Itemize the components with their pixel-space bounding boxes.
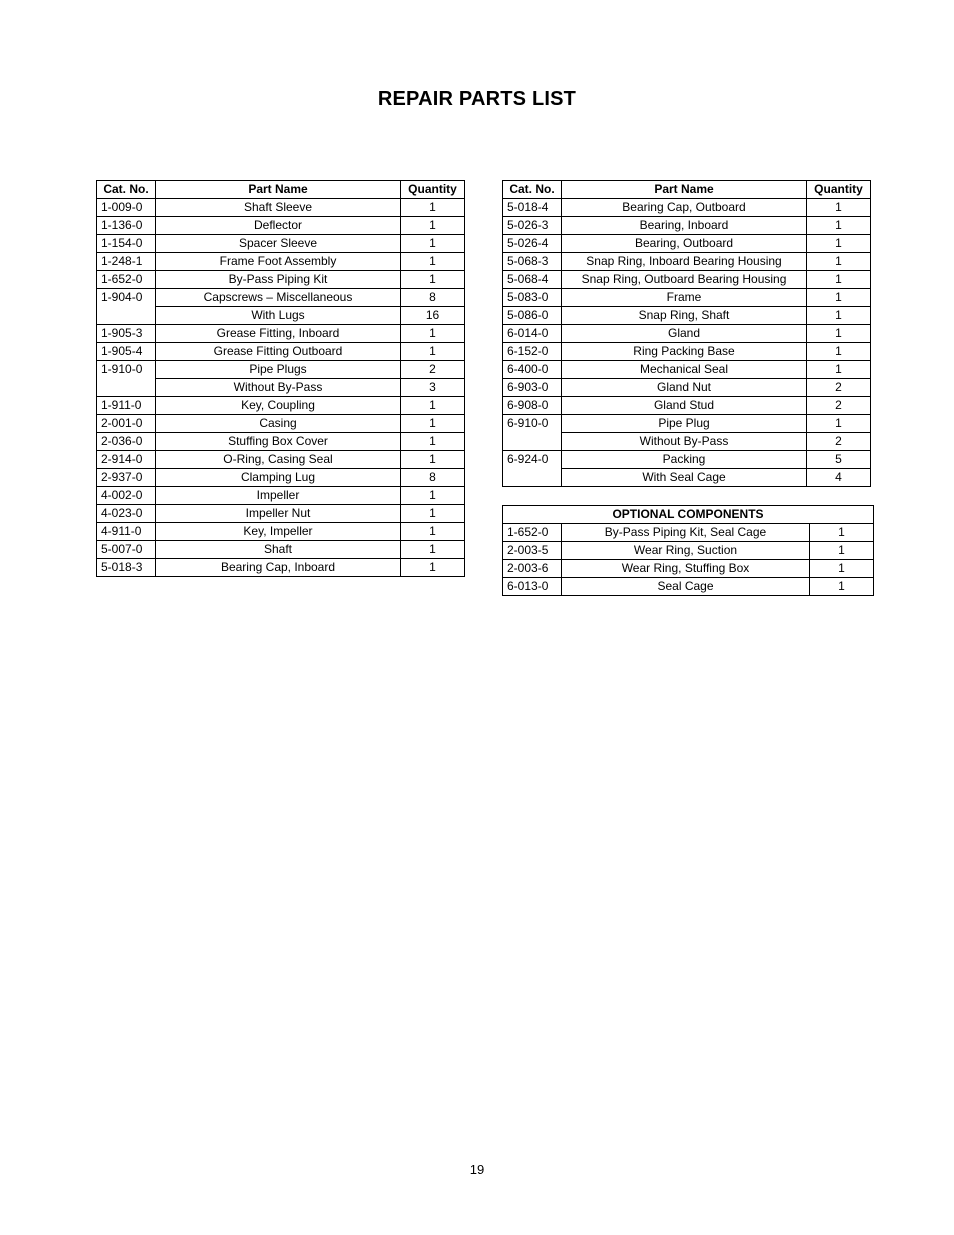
part-name-cell: With Seal Cage xyxy=(562,469,807,487)
header-cat-no: Cat. No. xyxy=(503,181,562,199)
cat-no-cell: 1-136-0 xyxy=(97,217,156,235)
header-quantity: Quantity xyxy=(807,181,871,199)
part-name-cell: Spacer Sleeve xyxy=(156,235,401,253)
table-row xyxy=(97,559,465,577)
cat-no-cell: 1-009-0 xyxy=(97,199,156,217)
cat-no-cell: 6-152-0 xyxy=(503,343,562,361)
cat-no-cell: 1-248-1 xyxy=(97,253,156,271)
quantity-cell: 1 xyxy=(401,397,465,415)
table-row xyxy=(503,415,871,433)
cat-no-cell: 1-652-0 xyxy=(97,271,156,289)
table-row xyxy=(97,487,465,505)
table-row xyxy=(97,217,465,235)
table-row xyxy=(503,217,871,235)
table-row xyxy=(97,523,465,541)
part-name-cell: Gland xyxy=(562,325,807,343)
page-number: 19 xyxy=(469,1162,485,1177)
quantity-cell: 2 xyxy=(807,379,871,397)
table-row xyxy=(97,253,465,271)
quantity-cell: 8 xyxy=(401,289,465,307)
table-row xyxy=(503,397,871,415)
cat-no-cell: 2-914-0 xyxy=(97,451,156,469)
quantity-cell: 1 xyxy=(401,217,465,235)
part-name-cell: Pipe Plugs xyxy=(156,361,401,379)
quantity-cell: 1 xyxy=(807,253,871,271)
part-name-cell: Gland Stud xyxy=(562,397,807,415)
part-name-cell: Wear Ring, Suction xyxy=(562,542,810,560)
cat-no-cell: 2-937-0 xyxy=(97,469,156,487)
part-name-cell: Seal Cage xyxy=(562,578,810,596)
table-row xyxy=(97,541,465,559)
part-name-cell: Clamping Lug xyxy=(156,469,401,487)
cat-no-cell: 6-910-0 xyxy=(503,415,562,433)
quantity-cell: 4 xyxy=(807,469,871,487)
cat-no-cell: 4-002-0 xyxy=(97,487,156,505)
part-name-cell: Wear Ring, Stuffing Box xyxy=(562,560,810,578)
part-name-cell: Shaft xyxy=(156,541,401,559)
optional-components-title: OPTIONAL COMPONENTS xyxy=(503,506,874,524)
table-row xyxy=(503,560,874,578)
quantity-cell: 1 xyxy=(807,217,871,235)
quantity-cell: 5 xyxy=(807,451,871,469)
table-row xyxy=(503,325,871,343)
part-name-cell: By-Pass Piping Kit, Seal Cage xyxy=(562,524,810,542)
quantity-cell: 1 xyxy=(401,235,465,253)
table-row xyxy=(97,235,465,253)
quantity-cell: 1 xyxy=(807,235,871,253)
table-row xyxy=(503,542,874,560)
part-name-cell: Frame Foot Assembly xyxy=(156,253,401,271)
quantity-cell: 1 xyxy=(807,415,871,433)
quantity-cell: 1 xyxy=(401,451,465,469)
table-row xyxy=(503,253,871,271)
part-name-cell: Deflector xyxy=(156,217,401,235)
quantity-cell: 1 xyxy=(401,559,465,577)
table-row xyxy=(97,415,465,433)
part-name-cell: Gland Nut xyxy=(562,379,807,397)
part-name-cell: By-Pass Piping Kit xyxy=(156,271,401,289)
part-name-cell: Impeller xyxy=(156,487,401,505)
table-row xyxy=(503,235,871,253)
quantity-cell: 1 xyxy=(401,433,465,451)
cat-no-cell: 6-400-0 xyxy=(503,361,562,379)
cat-no-cell: 5-018-3 xyxy=(97,559,156,577)
table-row xyxy=(503,451,871,469)
table-row xyxy=(97,325,465,343)
cat-no-cell: 6-924-0 xyxy=(503,451,562,469)
quantity-cell: 1 xyxy=(807,271,871,289)
part-name-cell: Grease Fitting Outboard xyxy=(156,343,401,361)
quantity-cell: 8 xyxy=(401,469,465,487)
quantity-cell: 1 xyxy=(807,307,871,325)
optional-header-row xyxy=(503,506,874,524)
part-name-cell: Stuffing Box Cover xyxy=(156,433,401,451)
cat-no-cell: 6-908-0 xyxy=(503,397,562,415)
part-name-cell: Bearing Cap, Outboard xyxy=(562,199,807,217)
table-row xyxy=(503,289,871,307)
cat-no-cell: 5-083-0 xyxy=(503,289,562,307)
header-cat-no: Cat. No. xyxy=(97,181,156,199)
table-row xyxy=(503,578,874,596)
table-row xyxy=(503,433,871,451)
quantity-cell: 1 xyxy=(401,505,465,523)
header-part-name: Part Name xyxy=(156,181,401,199)
part-name-cell: Casing xyxy=(156,415,401,433)
quantity-cell: 1 xyxy=(401,523,465,541)
part-name-cell: Grease Fitting, Inboard xyxy=(156,325,401,343)
cat-no-cell xyxy=(503,469,562,487)
part-name-cell: Capscrews – Miscellaneous xyxy=(156,289,401,307)
cat-no-cell xyxy=(503,433,562,451)
table-row xyxy=(503,469,871,487)
cat-no-cell: 5-007-0 xyxy=(97,541,156,559)
cat-no-cell: 6-013-0 xyxy=(503,578,562,596)
parts-table-left xyxy=(96,180,465,577)
cat-no-cell: 6-014-0 xyxy=(503,325,562,343)
quantity-cell: 1 xyxy=(807,199,871,217)
header-quantity: Quantity xyxy=(401,181,465,199)
cat-no-cell: 4-911-0 xyxy=(97,523,156,541)
table-row xyxy=(97,433,465,451)
table-row xyxy=(97,469,465,487)
quantity-cell: 1 xyxy=(807,361,871,379)
cat-no-cell: 1-154-0 xyxy=(97,235,156,253)
table-header-row xyxy=(503,181,871,199)
optional-components-table xyxy=(502,505,874,596)
cat-no-cell: 4-023-0 xyxy=(97,505,156,523)
table-row xyxy=(503,343,871,361)
header-part-name: Part Name xyxy=(562,181,807,199)
cat-no-cell: 5-068-4 xyxy=(503,271,562,289)
part-name-cell: Without By-Pass xyxy=(156,379,401,397)
part-name-cell: Without By-Pass xyxy=(562,433,807,451)
quantity-cell: 1 xyxy=(401,541,465,559)
quantity-cell: 2 xyxy=(807,433,871,451)
table-row xyxy=(503,524,874,542)
quantity-cell: 1 xyxy=(401,415,465,433)
part-name-cell: Key, Impeller xyxy=(156,523,401,541)
table-row xyxy=(97,307,465,325)
quantity-cell: 1 xyxy=(401,343,465,361)
cat-no-cell: 1-904-0 xyxy=(97,289,156,307)
quantity-cell: 1 xyxy=(810,560,874,578)
cat-no-cell: 5-026-3 xyxy=(503,217,562,235)
cat-no-cell: 5-026-4 xyxy=(503,235,562,253)
part-name-cell: Packing xyxy=(562,451,807,469)
cat-no-cell: 2-003-6 xyxy=(503,560,562,578)
part-name-cell: Frame xyxy=(562,289,807,307)
quantity-cell: 1 xyxy=(807,325,871,343)
cat-no-cell: 5-018-4 xyxy=(503,199,562,217)
part-name-cell: Mechanical Seal xyxy=(562,361,807,379)
cat-no-cell: 5-068-3 xyxy=(503,253,562,271)
quantity-cell: 1 xyxy=(401,325,465,343)
quantity-cell: 1 xyxy=(810,578,874,596)
cat-no-cell: 1-905-4 xyxy=(97,343,156,361)
quantity-cell: 1 xyxy=(401,253,465,271)
table-row xyxy=(97,289,465,307)
cat-no-cell: 1-905-3 xyxy=(97,325,156,343)
table-row xyxy=(97,343,465,361)
cat-no-cell xyxy=(97,379,156,397)
part-name-cell: Ring Packing Base xyxy=(562,343,807,361)
quantity-cell: 1 xyxy=(401,199,465,217)
part-name-cell: Impeller Nut xyxy=(156,505,401,523)
part-name-cell: Bearing Cap, Inboard xyxy=(156,559,401,577)
table-row xyxy=(503,379,871,397)
part-name-cell: Shaft Sleeve xyxy=(156,199,401,217)
cat-no-cell: 1-911-0 xyxy=(97,397,156,415)
part-name-cell: Bearing, Inboard xyxy=(562,217,807,235)
part-name-cell: Snap Ring, Inboard Bearing Housing xyxy=(562,253,807,271)
quantity-cell: 1 xyxy=(810,524,874,542)
part-name-cell: Bearing, Outboard xyxy=(562,235,807,253)
part-name-cell: Key, Coupling xyxy=(156,397,401,415)
cat-no-cell: 2-036-0 xyxy=(97,433,156,451)
part-name-cell: Snap Ring, Outboard Bearing Housing xyxy=(562,271,807,289)
part-name-cell: With Lugs xyxy=(156,307,401,325)
table-row xyxy=(97,271,465,289)
table-row xyxy=(503,271,871,289)
table-row xyxy=(97,451,465,469)
cat-no-cell: 1-910-0 xyxy=(97,361,156,379)
quantity-cell: 1 xyxy=(401,487,465,505)
cat-no-cell: 2-003-5 xyxy=(503,542,562,560)
quantity-cell: 1 xyxy=(810,542,874,560)
quantity-cell: 1 xyxy=(807,289,871,307)
cat-no-cell: 6-903-0 xyxy=(503,379,562,397)
quantity-cell: 2 xyxy=(401,361,465,379)
table-row xyxy=(97,397,465,415)
cat-no-cell: 2-001-0 xyxy=(97,415,156,433)
part-name-cell: O-Ring, Casing Seal xyxy=(156,451,401,469)
part-name-cell: Pipe Plug xyxy=(562,415,807,433)
part-name-cell: Snap Ring, Shaft xyxy=(562,307,807,325)
cat-no-cell: 1-652-0 xyxy=(503,524,562,542)
quantity-cell: 1 xyxy=(401,271,465,289)
page-title: REPAIR PARTS LIST xyxy=(377,88,577,110)
table-row xyxy=(503,361,871,379)
parts-table-right xyxy=(502,180,871,487)
table-row xyxy=(503,199,871,217)
quantity-cell: 3 xyxy=(401,379,465,397)
quantity-cell: 1 xyxy=(807,343,871,361)
table-row xyxy=(97,379,465,397)
table-row xyxy=(97,199,465,217)
table-header-row xyxy=(97,181,465,199)
cat-no-cell: 5-086-0 xyxy=(503,307,562,325)
cat-no-cell xyxy=(97,307,156,325)
quantity-cell: 2 xyxy=(807,397,871,415)
table-row xyxy=(503,307,871,325)
table-row xyxy=(97,505,465,523)
quantity-cell: 16 xyxy=(401,307,465,325)
table-row xyxy=(97,361,465,379)
